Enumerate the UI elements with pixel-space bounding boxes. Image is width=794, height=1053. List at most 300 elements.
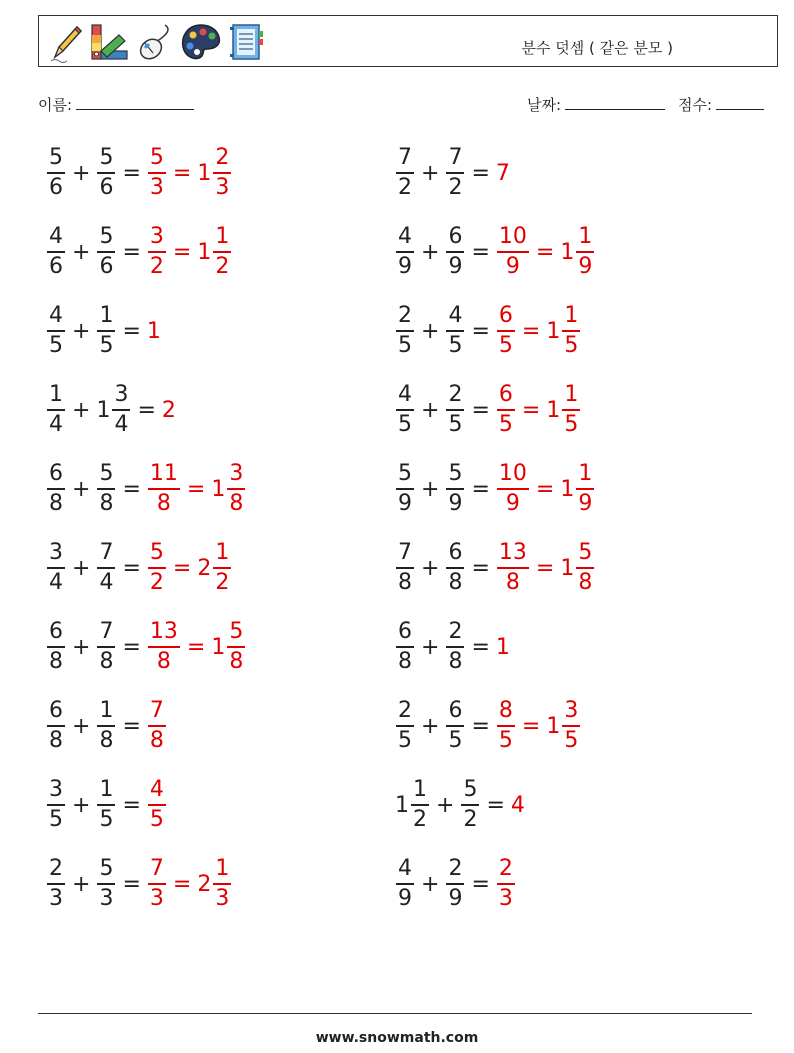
plus-sign: + [421,397,440,423]
addend-fraction [112,384,130,436]
addend-fraction [446,621,464,673]
problem-answer [147,700,167,752]
addend-fraction [396,305,414,357]
numerator: 7 [149,698,164,723]
numerator: 5 [149,540,164,565]
denominator: 6 [49,175,63,200]
denominator: 9 [398,886,412,911]
numerator: 3 [49,777,63,802]
numerator: 5 [49,145,63,170]
date-field[interactable] [527,94,665,115]
numerator: 3 [564,698,579,723]
equals-sign: = [122,239,141,265]
numerator: 6 [398,619,412,644]
addend-fraction [47,542,65,594]
name-blank[interactable] [76,95,194,110]
problem-answer [496,635,511,660]
denominator: 3 [215,886,230,911]
equals-sign: = [122,713,141,739]
problem-answer [147,779,167,831]
equals-sign: = [471,871,490,897]
answer-whole-number: 1 [495,634,510,660]
plus-sign: + [421,318,440,344]
plus-sign: + [72,318,91,344]
answer-fraction [213,147,231,199]
equals-sign: = [186,634,206,660]
numerator: 10 [498,461,527,486]
numerator: 3 [229,461,244,486]
equals-sign: = [122,871,141,897]
answer-fraction [576,542,594,594]
score-blank[interactable] [716,95,764,110]
numerator: 4 [398,224,412,249]
problem-question [395,542,465,594]
footer-divider [38,1013,752,1014]
addend-fraction [97,542,115,594]
plus-sign: + [421,555,440,581]
addend-fraction [47,700,65,752]
numerator: 6 [448,540,463,565]
plus-sign: + [421,160,440,186]
addend-whole-number: 1 [96,397,111,423]
answer-whole-number: 1 [211,476,226,502]
problem-answer [162,398,177,423]
numerator: 3 [114,382,129,407]
denominator: 2 [215,570,230,595]
problem-item [395,852,516,916]
problem-question [46,463,116,515]
pencil-icon [47,21,85,63]
computer-mouse-icon [135,21,175,63]
problem-question [46,700,116,752]
problem-answer [147,226,232,278]
numerator: 3 [149,224,164,249]
equals-sign: = [122,160,141,186]
numerator: 7 [149,856,164,881]
denominator: 5 [564,333,579,358]
numerator: 2 [448,382,463,407]
problem-question [395,147,465,199]
numerator: 8 [498,698,513,723]
denominator: 2 [398,175,412,200]
answer-fraction [497,858,515,910]
answer-fraction [148,858,166,910]
problem-question [46,305,116,357]
denominator: 8 [49,649,63,674]
addend-fraction [461,779,479,831]
plus-sign: + [72,239,91,265]
problem-item [46,536,232,600]
addend-fraction [446,147,464,199]
answer-fraction [148,621,180,673]
denominator: 4 [99,570,114,595]
problem-question [46,384,131,436]
answer-fraction [148,463,180,515]
denominator: 5 [498,333,513,358]
answer-fraction [148,542,166,594]
denominator: 5 [398,412,412,437]
plus-sign: + [72,476,91,502]
addend-fraction [47,147,65,199]
addend-fraction [446,542,464,594]
problem-question [395,858,465,910]
numerator: 2 [498,856,513,881]
numerator: 6 [49,698,63,723]
denominator: 5 [99,333,114,358]
denominator: 8 [448,570,463,595]
answer-fraction [213,542,231,594]
equals-sign: = [137,397,156,423]
numerator: 3 [49,540,63,565]
numerator: 1 [99,303,114,328]
addend-fraction [446,305,464,357]
answer-fraction [497,226,529,278]
addend-fraction [411,779,429,831]
equals-sign: = [122,792,141,818]
denominator: 2 [448,175,463,200]
numerator: 7 [99,540,114,565]
answer-whole-number: 1 [211,634,226,660]
denominator: 9 [448,491,463,516]
addend-fraction [97,463,115,515]
answer-whole-number: 2 [161,397,176,423]
equals-sign: = [471,397,490,423]
problem-question [395,226,465,278]
answer-fraction [227,463,245,515]
problem-item [46,773,167,837]
denominator: 5 [448,412,463,437]
denominator: 5 [398,728,412,753]
plus-sign: + [72,792,91,818]
denominator: 9 [505,254,520,279]
answer-fraction [148,700,166,752]
answer-fraction [148,226,166,278]
numerator: 5 [99,461,114,486]
addend-whole-number: 1 [395,792,409,818]
addend-fraction [97,305,115,357]
denominator: 2 [215,254,230,279]
numerator: 5 [99,856,114,881]
numerator: 13 [149,619,178,644]
equals-sign: = [172,871,192,897]
numerator: 7 [398,540,412,565]
problem-question [395,700,465,752]
denominator: 9 [578,491,593,516]
numerator: 1 [215,224,230,249]
denominator: 3 [149,886,164,911]
numerator: 2 [398,698,412,723]
problem-question [46,779,116,831]
plus-sign: + [421,634,440,660]
denominator: 6 [99,254,114,279]
problem-item [395,141,511,205]
answer-whole-number: 1 [560,239,575,265]
plus-sign: + [421,713,440,739]
problem-answer [496,858,516,910]
numerator: 6 [498,303,513,328]
problem-item [46,457,246,521]
equals-sign: = [122,318,141,344]
problem-answer [496,700,581,752]
problem-question [46,147,116,199]
name-label: 이름: [38,96,73,114]
denominator: 5 [398,333,412,358]
equals-sign: = [471,239,490,265]
numerator: 1 [564,303,579,328]
addend-fraction [396,700,414,752]
numerator: 1 [578,224,593,249]
addend-fraction [396,226,414,278]
denominator: 5 [498,412,513,437]
numerator: 1 [49,382,63,407]
answer-fraction [562,700,580,752]
equals-sign: = [535,476,555,502]
addend-fraction [396,384,414,436]
denominator: 5 [448,333,463,358]
problem-item [46,694,167,758]
equals-sign: = [521,318,541,344]
plus-sign: + [72,397,91,423]
denominator: 4 [49,570,63,595]
addend-fraction [47,384,65,436]
addend-fraction [446,700,464,752]
problem-answer [496,463,595,515]
answer-fraction [497,463,529,515]
denominator: 8 [229,491,244,516]
addend-fraction [446,463,464,515]
problem-item [46,299,162,363]
denominator: 8 [505,570,520,595]
addend-fraction [97,147,115,199]
numerator: 5 [448,461,463,486]
problem-item [46,378,177,442]
numerator: 2 [448,619,463,644]
numerator: 5 [578,540,593,565]
numerator: 5 [99,145,114,170]
answer-whole-number: 1 [546,713,561,739]
denominator: 6 [49,254,63,279]
numerator: 4 [149,777,164,802]
denominator: 5 [448,728,463,753]
numerator: 7 [99,619,114,644]
addend-fraction [97,779,115,831]
denominator: 8 [578,570,593,595]
numerator: 1 [99,777,114,802]
denominator: 5 [49,333,63,358]
paint-palette-icon [179,21,223,63]
equals-sign: = [521,713,541,739]
addend-fraction [446,384,464,436]
plus-sign: + [72,713,91,739]
problem-question [46,858,116,910]
denominator: 9 [448,886,463,911]
date-label: 날짜: [527,96,562,114]
equals-sign: = [122,634,141,660]
denominator: 8 [99,649,114,674]
problem-item [46,220,232,284]
equals-sign: = [172,160,192,186]
answer-fraction [148,147,166,199]
numerator: 2 [398,303,412,328]
problem-answer [147,858,232,910]
denominator: 8 [398,649,412,674]
answer-whole-number: 1 [197,239,212,265]
numerator: 2 [49,856,63,881]
numerator: 1 [215,540,230,565]
answer-whole-number: 1 [546,318,561,344]
numerator: 5 [463,777,478,802]
problem-item [395,536,595,600]
denominator: 9 [398,254,412,279]
problem-answer [496,305,581,357]
numerator: 10 [498,224,527,249]
denominator: 5 [149,807,164,832]
denominator: 2 [463,807,478,832]
numerator: 11 [149,461,178,486]
header-icons [47,21,265,63]
date-blank[interactable] [565,95,665,110]
addend-fraction [446,858,464,910]
numerator: 2 [215,145,230,170]
problem-question [395,384,465,436]
plus-sign: + [72,555,91,581]
score-field[interactable] [678,94,764,115]
color-swatches-icon [89,21,131,63]
name-field[interactable] [38,94,194,115]
addend-fraction [47,779,65,831]
answer-fraction [497,384,515,436]
answer-fraction [497,700,515,752]
denominator: 8 [49,491,63,516]
answer-fraction [576,226,594,278]
addend-fraction [446,226,464,278]
numerator: 1 [99,698,114,723]
denominator: 5 [498,728,513,753]
addend-fraction [47,226,65,278]
problem-question [46,542,116,594]
equals-sign: = [471,160,490,186]
problem-answer [496,384,581,436]
problem-item [46,141,232,205]
numerator: 13 [498,540,527,565]
answer-fraction [576,463,594,515]
answer-whole-number: 7 [495,160,510,186]
problem-question [46,621,116,673]
addend-fraction [396,621,414,673]
denominator: 8 [99,491,114,516]
addend-fraction [97,700,115,752]
denominator: 9 [448,254,463,279]
denominator: 8 [49,728,63,753]
plus-sign: + [72,160,91,186]
plus-sign: + [421,871,440,897]
denominator: 5 [99,807,114,832]
numerator: 2 [448,856,463,881]
notebook-icon [227,21,265,63]
problem-answer [496,542,595,594]
denominator: 2 [149,570,164,595]
problem-item [46,615,246,679]
numerator: 6 [448,698,463,723]
numerator: 5 [229,619,244,644]
denominator: 8 [156,491,171,516]
numerator: 6 [49,461,63,486]
numerator: 7 [448,145,463,170]
answer-fraction [227,621,245,673]
numerator: 7 [398,145,412,170]
equals-sign: = [471,476,490,502]
equals-sign: = [521,397,541,423]
addend-fraction [97,621,115,673]
denominator: 5 [564,412,579,437]
addend-fraction [47,463,65,515]
denominator: 4 [114,412,129,437]
denominator: 2 [413,807,427,832]
numerator: 1 [413,777,427,802]
addend-fraction [396,463,414,515]
numerator: 6 [49,619,63,644]
answer-fraction [497,305,515,357]
plus-sign: + [72,871,91,897]
equals-sign: = [486,792,505,818]
numerator: 4 [448,303,463,328]
denominator: 8 [398,570,412,595]
equals-sign: = [172,555,192,581]
problem-item [395,694,581,758]
problem-item [395,773,526,837]
denominator: 9 [505,491,520,516]
answer-fraction [148,779,166,831]
problem-item [395,615,511,679]
score-label: 점수: [678,96,713,114]
addend-fraction [396,858,414,910]
equals-sign: = [122,555,141,581]
denominator: 5 [49,807,63,832]
numerator: 4 [49,303,63,328]
plus-sign: + [421,239,440,265]
answer-whole-number: 1 [146,318,161,344]
addend-fraction [396,542,414,594]
answer-fraction [213,226,231,278]
equals-sign: = [122,476,141,502]
answer-whole-number: 4 [510,792,525,818]
numerator: 6 [448,224,463,249]
denominator: 9 [578,254,593,279]
problem-question [395,463,465,515]
problem-item [395,299,581,363]
answer-fraction [562,384,580,436]
denominator: 3 [149,175,164,200]
answer-whole-number: 2 [197,555,212,581]
problem-item [395,220,595,284]
footer-url: www.snowmath.com [315,1030,479,1046]
denominator: 8 [99,728,114,753]
equals-sign: = [471,555,490,581]
addend-fraction [47,305,65,357]
addend-fraction [47,858,65,910]
numerator: 1 [215,856,230,881]
problem-answer [496,161,511,186]
problem-question [395,305,465,357]
denominator: 6 [99,175,114,200]
plus-sign: + [72,634,91,660]
numerator: 4 [49,224,63,249]
answer-whole-number: 1 [560,476,575,502]
denominator: 3 [49,886,63,911]
denominator: 4 [49,412,63,437]
numerator: 4 [398,382,412,407]
numerator: 1 [578,461,593,486]
